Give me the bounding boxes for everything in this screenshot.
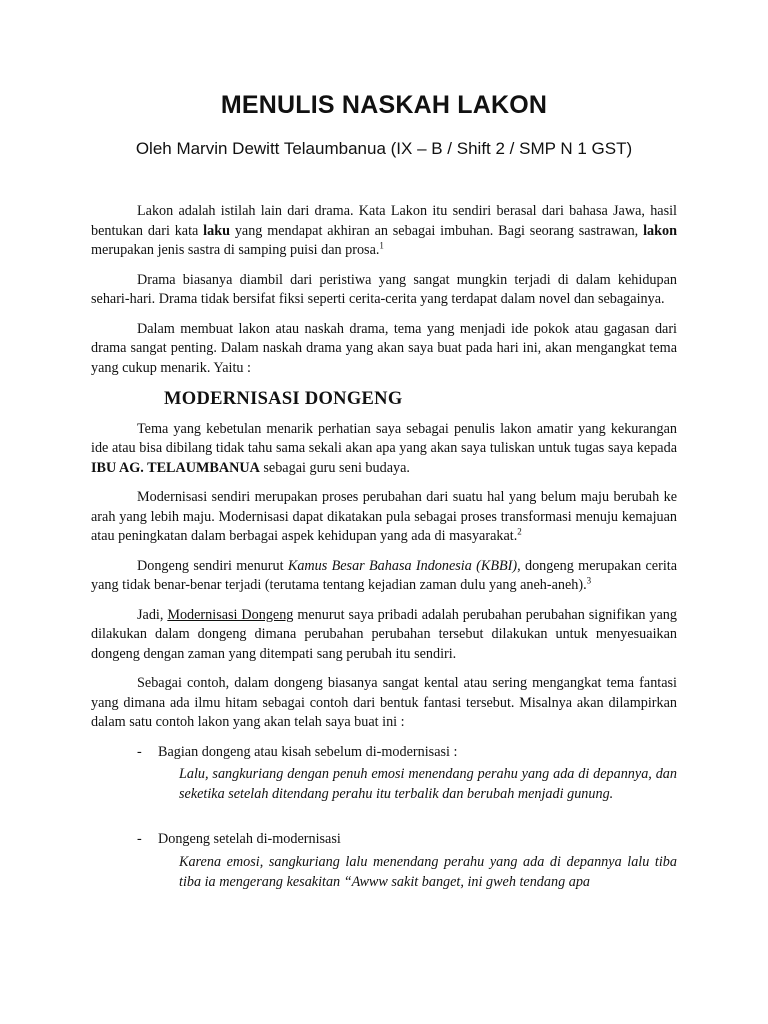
footnote-ref[interactable]: 3 [586,575,592,586]
list-bullet: - [137,743,142,760]
paragraph-4 [91,420,677,479]
text-run: Jadi, [137,606,168,623]
text-run: Lakon adalah istilah lain dari drama. Kata Lakon itu sendiri berasal dari bahasa Jawa, hasil bentukan dari kata [91,203,677,239]
paragraph-8: Sebagai contoh, dalam dongeng biasanya sangat kental atau sering mengangkat tema fantasi yang dimana ada ilmu hitam sebagai contoh dari bentuk fantasi tersebut. Misalnya akan dilampirkan dalam satu contoh lakon yang akan telah saya buat ini : [91,675,677,730]
text-run: merupakan jenis sastra di samping puisi dan prosa. [91,242,380,258]
paragraph-2: Drama biasanya diambil dari peristiwa yang sangat mungkin terjadi di dalam kehidupan sehari-hari. Drama tidak bersifat fiksi seperti cerita-cerita yang terdapat dalam novel dan sebagainya. [91,271,677,307]
underlined-term: Modernisasi Dongeng [167,606,294,623]
text-run: , dongeng merupakan cerita yang tidak benar-benar terjadi (terutama tentang kejadian zaman dulu yang aneh-aneh). [91,557,677,593]
text-run: Dongeng sendiri menurut [137,557,288,574]
document-body [91,202,677,892]
text-run: menurut saya pribadi adalah perubahan perubahan signifikan yang dilakukan dalam dongeng dimana perubahan perubahan tersebut dilakukan untuk menyesuaikan dongeng dengan zaman yang ditempati sang perubah itu sendiri. [91,606,677,662]
footnote-ref[interactable]: 1 [379,240,384,251]
footnote-ref[interactable]: 2 [517,526,522,537]
paragraph-5 [91,488,677,547]
list-item-label: Dongeng setelah di-modernisasi [158,831,341,847]
text-run: Modernisasi sendiri merupakan proses perubahan dari suatu hal yang belum maju berubah ke arah yang lebih maju. Modernisasi dapat dikatakan pula sebagai proses transformasi menuju kemajuan atau peningkatan dalam berbagai aspek kehidupan yang ada di masyarakat. [91,489,677,544]
text-run: Tema yang kebetulan menarik perhatian saya sebagai penulis lakon amatir yang kekurangan ide atau bisa dibilang tidak tahu sama sekali akan apa yang akan saya tuliskan untuk tugas saya kepada [91,420,677,456]
list-item [91,743,677,763]
paragraph-1 [91,202,677,261]
author-line: Oleh Marvin Dewitt Telaumbanua (IX – B / Shift 2 / SMP N 1 GST) [135,139,633,158]
quoted-excerpt: Lalu, sangkuriang dengan penuh emosi menendang perahu yang ada di depannya, dan seketika setelah ditendang perahu itu terbalik dan berubah menjadi gunung. [179,766,677,802]
paragraph-3: Dalam membuat lakon atau naskah drama, tema yang menjadi ide pokok atau gagasan dari drama sangat penting. Dalam naskah drama yang akan saya buat pada hari ini, akan mengangkat tema yang cukup menarik. Yaitu : [91,320,677,376]
page-title: MENULIS NASKAH LAKON [220,91,548,119]
list-bullet: - [137,831,142,847]
bold-term: laku [203,222,230,239]
bold-term: IBU AG. TELAUMBANUA [91,459,260,476]
paragraph-6 [91,557,677,596]
text-run: sebagai guru seni budaya. [259,459,410,476]
bold-term: lakon [643,222,677,239]
list-item [91,830,677,850]
italic-term: Kamus Besar Bahasa Indonesia (KBBI) [287,557,518,574]
list-item-label: Bagian dongeng atau kisah sebelum di-modernisasi : [158,743,458,760]
quoted-excerpt: Karena emosi, sangkuriang lalu menendang perahu yang ada di depannya lalu tiba tiba ia mengerang kesakitan “Awww sakit banget, ini gweh tendang apa [179,853,677,890]
example-list [91,743,677,892]
text-run: yang mendapat akhiran an sebagai imbuhan. Bagi seorang sastrawan, [230,222,644,239]
section-heading: MODERNISASI DONGENG [164,389,403,409]
paragraph-7 [91,606,677,665]
